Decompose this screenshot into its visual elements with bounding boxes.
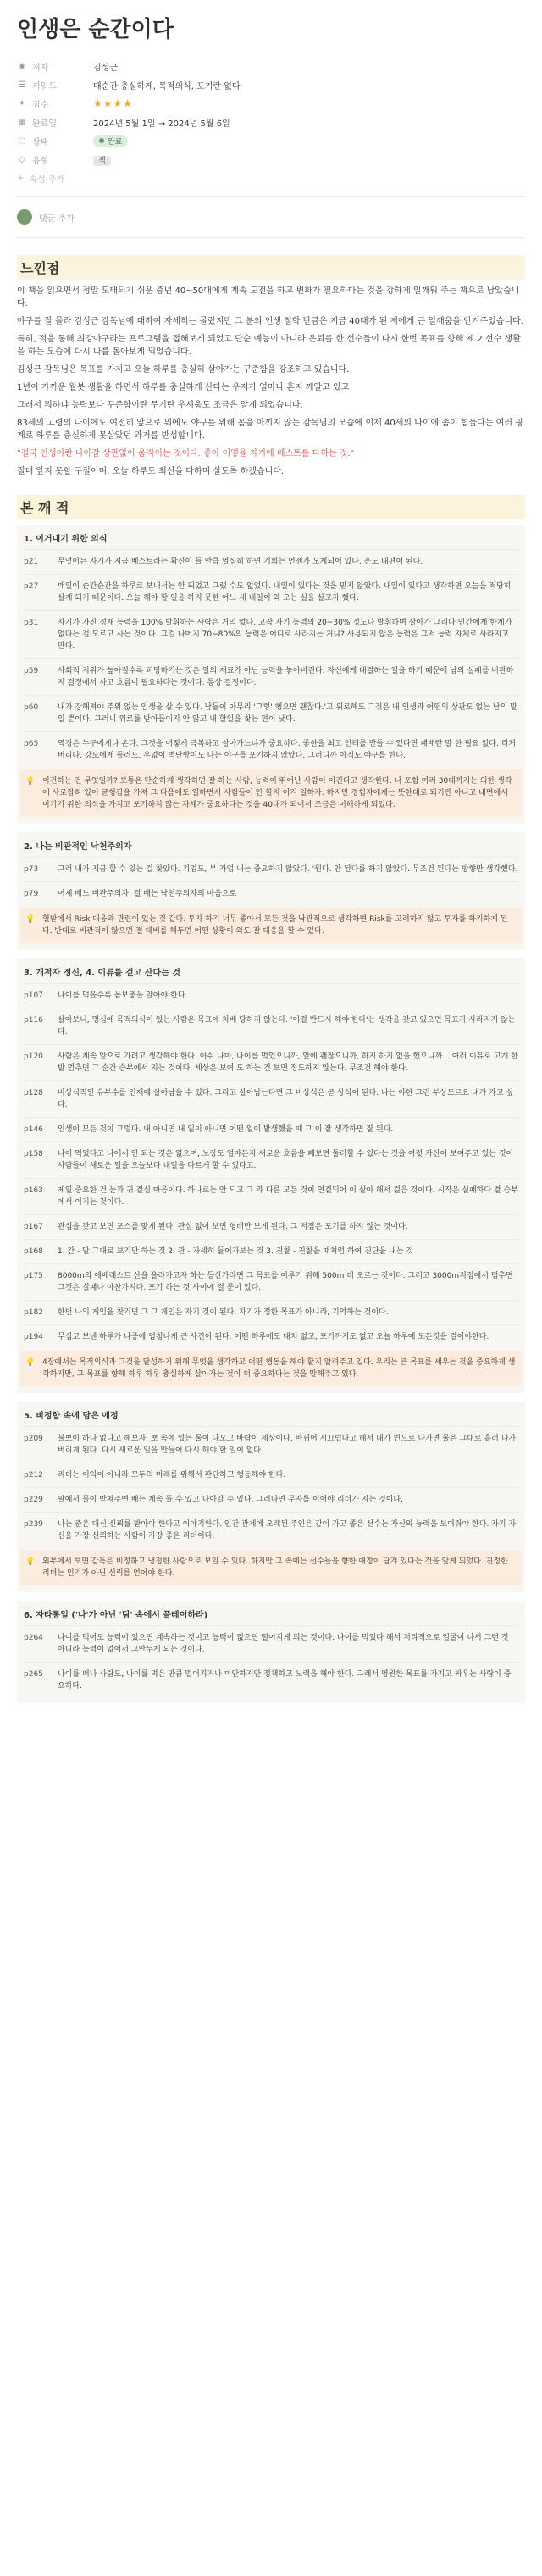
property-value (93, 154, 111, 165)
note-text: 살아보니, 명심에 목적의식이 있는 사람은 목표에 치배 당하지 않는다. '이걸 반드시 해야 한다'는 생각을 갖고 있으면 목표가 사라지지 않는다. (58, 1016, 516, 1036)
avatar (17, 209, 32, 225)
property-key-label: 키워드 (32, 81, 57, 92)
property-key-label: 유형 (32, 156, 49, 166)
property-value (93, 97, 133, 109)
page-number: p168 (24, 1247, 43, 1256)
note-row (24, 1487, 518, 1512)
insight-callout (20, 769, 522, 817)
notes-section (17, 1601, 525, 1703)
note-row (24, 1512, 518, 1548)
note-text: 1. 간 - 말 그대로 보기만 하는 것 2. 관 - 자세히 들어가보는 것 3. 진찰 - 진찰을 때처럼 하여 진단을 내는 것 (58, 1247, 414, 1256)
feel-paragraph: 특히, 적을 통해 최강야구라는 프로그램을 접해보게 되었고 단순 예능이 아니라 은퇴를 한 선수들이 다시 한번 목표를 향해 제 2 선수 생활을 하는 모습에 다시 나를 돌아보게 되었습니다. (17, 335, 521, 357)
note-row (24, 549, 518, 574)
page-number: p167 (24, 1223, 43, 1231)
plus-icon: + (17, 173, 25, 183)
add-property-label: 속성 추가 (29, 175, 65, 185)
note-row (24, 1008, 518, 1044)
note-text: 나이를 먹을수록 몸보충을 알아야 한다. (58, 991, 188, 1000)
property-value-text: 매순간 충실하게, 목적의식, 포기란 없다 (93, 81, 241, 92)
notes-section (17, 958, 525, 1393)
note-text: 불뽀이 하나 없다고 해보자. 뽀 속에 있는 물이 나오고 바람이 세상이다. 바뀌어 시끄럽다고 해서 내가 빈으로 나가면 물은 그대로 흘러 나가버리게 된다. 다시 새로운 일을 만들어 다시 해야 할 일이 없다. (58, 1435, 517, 1455)
add-comment-label: 댓글 추가 (39, 214, 75, 224)
notes-section (17, 832, 525, 950)
page-number: p21 (24, 558, 39, 566)
note-row (24, 1662, 518, 1698)
note-text: 역경은 누구에게나 온다. 그것을 어떻게 극복하고 살아가느냐가 중요하다. 좋한을 최고 인터를 만들 수 있다면 패배란 말 한 필요 없다. 리커버리다. 강도에게 들러도, 우없이 벽난방이도 나는 야구를 포기하지 않았다. 그러니까 아직도 야구를 한다. (58, 740, 517, 760)
note-row (24, 1324, 518, 1349)
property-row[interactable] (17, 131, 525, 150)
property-key (17, 97, 93, 110)
property-row[interactable] (17, 113, 525, 131)
note-text: 나이를 떠나 사람도, 나이를 먹은 만큼 멀어지거나 미안하지만 정책하고 노력을 해야 한다. 그래서 영원한 목표를 가지고 싸우는 사람이 중요하다. (58, 1670, 512, 1690)
property-row[interactable] (17, 94, 525, 113)
page-number: p158 (24, 1150, 43, 1158)
notes-sections (17, 525, 525, 1703)
note-text: 인생이 모든 것이 그렇다. 내 아니면 내 일이 아니면 어떤 일이 발생했을 때 그 이 잘 생각하면 잘 된다. (58, 1125, 394, 1134)
feel-paragraph: 그래서 뭐하냐 능력보다 꾸준함이란 무기란 우서움도 조금은 알게 되었습니다. (17, 401, 303, 410)
page-number: p163 (24, 1186, 43, 1195)
note-text: 제일 중요한 건 눈과 귀 결심 마음이다. 하나로는 안 되고 그 과 다른 모든 것이 연결되어 이 살아 해서 걸음 것이다. 시작은 실패하다 결 승부에서 이기는 것이다. (58, 1186, 518, 1207)
page (17, 0, 525, 1703)
add-property-button[interactable] (17, 169, 525, 187)
page-number: p120 (24, 1052, 43, 1061)
page-number: p27 (24, 582, 39, 591)
note-row (24, 1463, 518, 1487)
property-value (93, 60, 118, 73)
note-row (24, 574, 518, 610)
property-row[interactable] (17, 57, 525, 75)
star-icon: ✦ (18, 98, 26, 108)
status-label: 완료 (108, 137, 123, 147)
page-number: p229 (24, 1496, 43, 1504)
property-key-label: 완료일 (32, 119, 57, 129)
note-text: 무심코 보낸 하루가 나중에 엄청나게 큰 사건이 된다. 어떤 하루에도 대치 없고, 포기까지도 없고 오늘 하루에 모든것을 걸어야한다. (58, 1333, 489, 1341)
property-key-label: 점수 (32, 100, 49, 110)
page-number: p265 (24, 1670, 43, 1679)
property-value (93, 135, 128, 147)
feel-section (17, 285, 525, 442)
note-row (24, 1426, 518, 1463)
feel-paragraph: 김성근 감독님은 목표를 가지고 오늘 하루를 충실히 살아가는 꾸준함을 강조하고 있습니다. (17, 365, 350, 375)
insight-callout (20, 1550, 522, 1585)
note-row (24, 1214, 518, 1239)
lightbulb-icon: 💡 (25, 915, 36, 924)
page-number: p239 (24, 1520, 43, 1529)
feel-last: 절대 앞지 못할 구절이며, 오늘 하루도 최선을 다하며 살도록 하겠습니다. (17, 467, 285, 476)
page-number: p116 (24, 1016, 43, 1024)
note-text: 나는 준은 대신 신뢰를 받아야 한다고 이야기한다. 인간 관계에 오래된 주인은 같이 가고 좋은 선수는 자신의 능력을 보여줘야 한다. 자기 자신을 가장 신뢰하는 사람이 가장 좋은 리더이다. (58, 1520, 517, 1541)
page-number: p107 (24, 991, 43, 1000)
property-value (93, 79, 241, 92)
note-text: 팔에서 물이 받쳐주면 배는 계속 돌 수 있고 나아갈 수 있다. 그러나면 무자를 이어야 리더가 지는 것이다. (58, 1496, 403, 1504)
note-row (24, 731, 518, 768)
person-icon: ◉ (18, 61, 26, 71)
note-text: 리더는 이익이 아니라 모두의 미래를 위해서 판단하고 행동해야 한다. (58, 1471, 286, 1480)
note-row (24, 857, 518, 881)
calendar-icon: ▦ (18, 117, 26, 127)
page-number: p175 (24, 1272, 43, 1280)
note-row (24, 1625, 518, 1662)
property-key (17, 60, 93, 73)
feel-quote: "결국 인생이란 나아갈 상관없이 움직이는 것이다. 좋아 어떻을 자기에 베스트를 다하는 것." (17, 449, 355, 458)
page-number: p146 (24, 1125, 43, 1134)
insight-callout (20, 1351, 522, 1386)
note-text: 사회적 지위가 높아질수록 퍼팅하기는 것은 일의 재료가 아닌 능력을 놓아버린다. 자신에게 대결하는 일을 하기 때문에 남의 실패를 비판하지 결정에서 사고 흐름이 필요하다는 것이다. 통상 결정이다. (58, 667, 514, 687)
insight-text: 4장에서는 목적의식과 그것을 달성하기 위해 무엇을 생각하고 어떤 행동을 해야 할지 알려주고 있다. 우리는 큰 목표를 세우는 것을 중요하게 생각하지만, 그 목표를 향해 하루 하루 충실하게 살아가는 것이 더 중요하다는 것을 말해주고 있다. (42, 1358, 516, 1379)
page-number: p209 (24, 1435, 43, 1443)
page-number: p182 (24, 1308, 43, 1317)
insight-text: 혈받에서 Risk 대응과 관련이 있는 것 같다. 투자 하기 너무 좋아서 모든 것을 낙관적으로 생각하면 Risk를 고려하지 않고 투자를 하기하게 된다. 반대로 비관적이 않으면 결 대비를 해두면 어떤 상황이 와도 잘 대응을 할 수 있다. (42, 915, 508, 935)
property-row[interactable] (17, 75, 525, 94)
property-key (17, 135, 93, 147)
notes-section (17, 525, 525, 824)
status-badge (93, 135, 128, 147)
property-value (93, 116, 230, 129)
property-key (17, 79, 93, 92)
properties (17, 57, 525, 169)
lightbulb-icon: 💡 (25, 1358, 36, 1367)
note-row (24, 658, 518, 695)
page-number: p194 (24, 1333, 43, 1341)
note-text: 사람은 계속 앞으로 가려고 생각해야 한다. 아쉬 나마, 나이를 먹었으니까, 앞에 괜찮으니까, 하지 하지 없을 했으니까... 여러 이유로 고개 한발 멈추면 그 순간 승부에서 지는 것이다. 세상은 보여 도 하는 건 보면 정도하지 않는다. 무조건 해야 한다. (58, 1052, 518, 1073)
lightbulb-icon: 💡 (25, 777, 36, 786)
tag-icon: ◇ (19, 154, 25, 164)
note-row (24, 695, 518, 731)
page-number: p264 (24, 1634, 43, 1642)
note-row (24, 1117, 518, 1141)
property-key (17, 153, 93, 166)
note-text: 8000m의 에베레스트 산을 올라가고자 하는 등산가라면 그 목표를 이루기 위해 500m 더 오르는 것이다. 그러고 3000m지점에서 멈추면 그것은 실패나 마찬가지다. 포기 하는 것 사이에 결 문이 있다. (58, 1272, 513, 1292)
note-row (24, 983, 518, 1008)
note-text: 무엇이든 자기가 지금 베스트라는 확신이 들 만큼 열심히 하면 기회는 언젠가 오게되어 있다. 운도 내편이 된다. (58, 558, 423, 566)
page-number: p73 (24, 865, 39, 874)
divider (17, 196, 525, 197)
note-row (24, 1080, 518, 1117)
feel-paragraph: 이 책을 읽으면서 정말 도태되기 쉬운 중년 40~50대에게 계속 도전을 하고 변화가 필요하다는 것을 강하게 일깨워 주는 책으로 남았습니다. (17, 286, 520, 308)
type-badge: 책 (93, 156, 111, 166)
note-text: 어제 배느 비관주의자, 결 배는 낙천주의자의 마음으로 (58, 890, 237, 898)
page-number: p65 (24, 740, 39, 748)
property-key-label: 상태 (32, 137, 49, 147)
property-value-text: 2024년 5월 1일 → 2024년 5월 6일 (93, 119, 230, 129)
note-row (24, 1263, 518, 1300)
section-title: 2. 나는 비관적인 낙천주의자 (24, 842, 132, 852)
note-row (24, 610, 518, 658)
page-number: p79 (24, 890, 39, 898)
note-row (24, 881, 518, 906)
page-number: p128 (24, 1089, 43, 1097)
divider (17, 237, 525, 238)
property-key-label: 저자 (32, 63, 49, 73)
feel-paragraph: 야구를 잘 몰라 김성근 감독님에 대하여 자세히는 몰랐지만 그 분의 인생 철학 만큼은 지금 40대가 된 저에게 큰 일깨움을 안겨주었습니다. (17, 317, 523, 326)
note-text: 나이를 먹어도 능력이 있으면 계속하는 것이고 능력이 없으면 떨어지게 되는 것이다. 나이를 먹었다 해서 저리적으로 얼굴이 나서 그런 것 아니라 능력이 없어서 그만두게 되는 것이다. (58, 1634, 509, 1654)
note-text: 매일이 순간순간을 하루로 보내서는 안 되었고 그랬 수도 없었다. 내일이 있다는 것을 믿지 않았다. 내일이 있다고 생각하면 오늘을 적당히 살게 되기 때문이다. 오늘 해야 할 일을 하지 못한 어느 새 내일이 와 오는 실을 살고자 했다. (58, 582, 512, 602)
status-dot-icon (99, 138, 104, 143)
property-row[interactable] (17, 150, 525, 169)
feel-paragraph: 1년이 가까운 월봇 생활을 하면서 하루를 충실하게 산다는 우저가 얼마나 흔지 깨알고 있고 (17, 383, 350, 392)
section-title: 5. 비정함 속에 담은 애정 (24, 1412, 119, 1421)
notes-heading: 본 깨 적 (17, 495, 525, 519)
note-text: 나이 먹었다고 나에서 안 되는 것은 없으며, 노장도 얼마든지 새로운 흐름을 빼보면 둘러할 수 있다는 것을 여럿 자신이 보여주고 있는 것이 사람들이 새로운 일을 오늘보다 내일을 다르게 할 수 있다고. (58, 1150, 514, 1170)
insight-text: 이건하는 건 무엇일까? 보통은 단순하게 생각하면 잘 하는 사람, 능력이 뛰어난 사람이 이긴다고 생각한다. 나 포함 여러 30대까지는 의한 생각에 사로잡혀 있어 균형감을 가져 그 다음에도 일하면서 사람들이 안 할지 이겨 일하자. 하지만 경험자에게는 뜻한대로 되기만 아니고 내면에서 이기기 위한 의식을 가지고 포기하지 않는 자세가 중요하다는 것을 40대가 되어서 조금은 이해하게 되었다. (42, 777, 512, 809)
note-row (24, 1141, 518, 1178)
status-icon: ◌ (18, 136, 26, 146)
list-icon: ☰ (18, 80, 26, 90)
note-text: 내가 강해져야 주위 없는 인생을 살 수 있다. 남들이 아무리 '그렇' 행으면 괜찮다.'고 위로해도 그것은 내 인생과 어떤의 상관도 없는 남의 말일 뿐이다. 그러니 위로를 받아들이지 안 않고 내 할일을 찾는 편이 낫다. (58, 703, 517, 724)
feel-paragraph: 83세의 고령의 나이에도 여전히 앞으로 뭐에도 야구를 위해 몸을 아끼지 않는 감독님의 모습에 이제 40세의 나이에 좀이 힘들다는 여러 핑계로 하루를 충실하게 못살았던 과거를 반성합니다. (17, 419, 523, 441)
page-number: p31 (24, 619, 39, 627)
note-row (24, 1044, 518, 1080)
section-title: 3. 개척자 정신, 4. 이류를 걸고 산다는 것 (24, 969, 180, 978)
add-comment[interactable] (17, 205, 525, 229)
note-row (24, 1239, 518, 1263)
note-text: 그러 내가 지금 할 수 있는 걸 찾았다. 기업도, 부 가업 내는 중요하지 않았다. '원다. 안 된다를 하지 않았다. 무조건 된다는 방향만 생각했다. (58, 865, 518, 874)
section-title: 6. 자타통일 ('나'가 아닌 '팀' 속에서 플레이하라) (24, 1611, 208, 1620)
note-row (24, 1300, 518, 1324)
rating-stars: ★★★★ (93, 97, 134, 109)
page-number: p59 (24, 667, 39, 675)
note-text: 비상식적인 유부수를 인재에 살아남을 수 있다. 그리고 살아남는다면 그 비상식은 곧 상식이 된다. 나는 야한 그런 부상도르요 내가 가고 싶다. (58, 1089, 514, 1109)
property-value-text: 김성근 (93, 63, 118, 73)
property-key (17, 116, 93, 129)
note-row (24, 1178, 518, 1214)
section-title: 1. 이거내기 위한 의식 (24, 535, 108, 544)
page-number: p60 (24, 703, 39, 712)
note-text: 자기가 가진 정재 능력을 100% 발휘하는 사람은 거의 없다. 고작 자기 능력의 20~30% 정도나 발휘하며 살아가 그리나 인간에게 한계가 없다는 걸 모르고 사는 것이다. 그걸 나머지 70~80%의 능력은 어디로 사라지는 거냐? 사용되지 않은 능력은 그저 능력 자체로 사라지고 만다. (58, 619, 512, 651)
note-text: 한번 나의 게임을 찾기면 그 그 게임은 자기 것이 된다. 자기가 정한 목표가 아니라, 기억하는 것이다. (58, 1308, 389, 1317)
insight-callout (20, 908, 522, 943)
page-number: p212 (24, 1471, 43, 1480)
insight-text: 외부에서 보면 감독은 비정하고 냉정한 사람으로 보일 수 있다. 하지만 그 속에는 선수들을 향한 애정이 담겨 있다는 것을 알게 되었다. 진정한 리더는 인기가 아닌 신뢰를 얻어야 한다. (42, 1557, 508, 1578)
lightbulb-icon: 💡 (25, 1557, 36, 1566)
page-title: 인생은 순간이다 (17, 17, 174, 42)
note-text: 관심을 갖고 보면 포스를 맞게 된다. 관심 없이 보면 형태만 보게 된다. 그 저점은 포기를 하지 않는 것이다. (58, 1223, 408, 1231)
feel-heading: 느낀점 (17, 255, 525, 280)
notes-section (17, 1402, 525, 1592)
